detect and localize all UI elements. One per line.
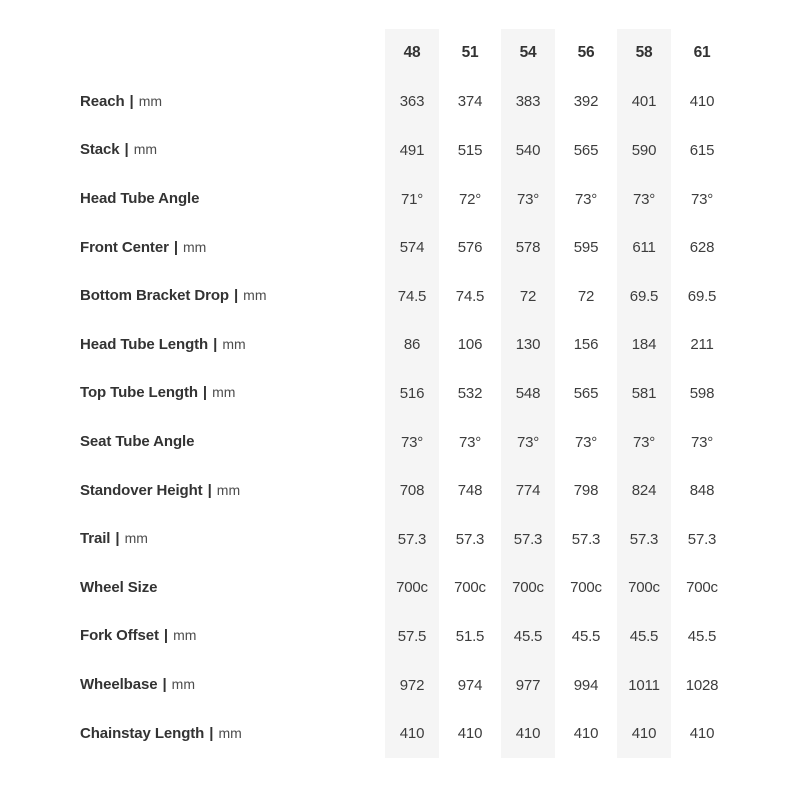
row-label-separator: | bbox=[173, 238, 179, 256]
row-label bbox=[0, 676, 383, 694]
table-header-row bbox=[0, 29, 800, 78]
value-cell: 540 bbox=[499, 126, 557, 175]
value-cell: 86 bbox=[383, 321, 441, 370]
row-label bbox=[0, 482, 383, 500]
row-label-separator: | bbox=[207, 481, 212, 499]
row-label bbox=[0, 336, 383, 354]
value-cell: 72° bbox=[458, 190, 482, 208]
value-cell: 45.5 bbox=[615, 612, 673, 661]
value-cell: 401 bbox=[615, 78, 673, 127]
value-cell: 73° bbox=[458, 433, 482, 451]
value-cell: 69.5 bbox=[687, 287, 717, 305]
row-label-unit: mm bbox=[216, 481, 241, 498]
row-label-name: Standover Height bbox=[80, 481, 203, 499]
value-cell: 576 bbox=[457, 239, 483, 257]
value-cell: 595 bbox=[573, 239, 599, 257]
value-cell: 73° bbox=[615, 418, 673, 467]
value-cell: 51.5 bbox=[455, 627, 485, 645]
value-cell: 1028 bbox=[685, 676, 719, 694]
value-cell: 700c bbox=[383, 564, 441, 613]
row-label-separator: | bbox=[162, 676, 167, 694]
value-cell: 45.5 bbox=[687, 627, 717, 645]
table-row bbox=[0, 564, 800, 613]
table-row bbox=[0, 321, 800, 370]
table-row bbox=[0, 612, 800, 661]
row-label-unit: mm bbox=[138, 92, 163, 109]
value-cell: 57.5 bbox=[383, 612, 441, 661]
value-cell: 700c bbox=[615, 564, 673, 613]
value-cell: 410 bbox=[615, 709, 673, 758]
row-label-unit: mm bbox=[243, 287, 267, 304]
row-label-name: Wheelbase bbox=[80, 676, 158, 694]
row-label-name: Chainstay Length bbox=[80, 724, 205, 742]
value-cell: 848 bbox=[689, 482, 715, 500]
value-cell: 184 bbox=[615, 321, 673, 370]
table-row bbox=[0, 661, 800, 710]
value-cell: 72 bbox=[499, 272, 557, 321]
table-row bbox=[0, 175, 800, 224]
table-row bbox=[0, 515, 800, 564]
value-cell: 69.5 bbox=[615, 272, 673, 321]
value-cell: 700c bbox=[686, 579, 718, 597]
value-cell: 410 bbox=[689, 725, 715, 743]
value-cell: 73° bbox=[499, 175, 557, 224]
table-row bbox=[0, 709, 800, 758]
value-cell: 73° bbox=[615, 175, 673, 224]
row-label-separator: | bbox=[163, 627, 169, 645]
value-cell: 45.5 bbox=[571, 627, 601, 645]
value-cell: 700c bbox=[499, 564, 557, 613]
value-cell: 74.5 bbox=[455, 287, 485, 305]
column-header-size-51: 51 bbox=[461, 44, 479, 62]
value-cell: 57.3 bbox=[615, 515, 673, 564]
row-label bbox=[0, 287, 383, 305]
value-cell: 581 bbox=[615, 369, 673, 418]
value-cell: 532 bbox=[457, 384, 483, 402]
value-cell: 578 bbox=[499, 223, 557, 272]
value-cell: 590 bbox=[615, 126, 673, 175]
value-cell: 974 bbox=[457, 676, 483, 694]
value-cell: 700c bbox=[454, 579, 486, 597]
row-label bbox=[0, 530, 383, 548]
value-cell: 628 bbox=[689, 239, 715, 257]
value-cell: 130 bbox=[499, 321, 557, 370]
value-cell: 73° bbox=[574, 433, 598, 451]
row-label-unit: mm bbox=[173, 627, 197, 644]
row-label-separator: | bbox=[129, 92, 134, 110]
value-cell: 73° bbox=[690, 190, 714, 208]
row-label-separator: | bbox=[209, 724, 214, 742]
value-cell: 700c bbox=[570, 579, 602, 597]
value-cell: 72 bbox=[577, 287, 595, 305]
value-cell: 748 bbox=[457, 482, 483, 500]
row-label bbox=[0, 384, 383, 402]
value-cell: 516 bbox=[383, 369, 441, 418]
value-cell: 824 bbox=[615, 466, 673, 515]
row-label-unit: mm bbox=[133, 141, 158, 158]
value-cell: 515 bbox=[457, 141, 483, 159]
row-label bbox=[0, 579, 383, 597]
row-label-name: Top Tube Length bbox=[80, 384, 198, 402]
row-label-unit: mm bbox=[183, 238, 207, 255]
row-label-unit: mm bbox=[218, 724, 242, 741]
row-label-separator: | bbox=[233, 287, 239, 305]
row-label-unit: mm bbox=[124, 530, 148, 547]
value-cell: 73° bbox=[383, 418, 441, 467]
table-row bbox=[0, 126, 800, 175]
value-cell: 1011 bbox=[615, 661, 673, 710]
row-label-name: Bottom Bracket Drop bbox=[80, 287, 229, 305]
row-label bbox=[0, 93, 383, 111]
value-cell: 410 bbox=[383, 709, 441, 758]
row-label-name: Trail bbox=[80, 530, 111, 548]
value-cell: 708 bbox=[383, 466, 441, 515]
table-row bbox=[0, 223, 800, 272]
value-cell: 410 bbox=[689, 93, 715, 111]
row-label-name: Front Center bbox=[80, 238, 169, 256]
table-row bbox=[0, 418, 800, 467]
row-label-name: Head Tube Angle bbox=[80, 190, 200, 208]
value-cell: 972 bbox=[383, 661, 441, 710]
value-cell: 45.5 bbox=[499, 612, 557, 661]
value-cell: 73° bbox=[690, 433, 714, 451]
column-header-size-58: 58 bbox=[615, 29, 673, 78]
row-label-separator: | bbox=[115, 530, 120, 548]
value-cell: 574 bbox=[383, 223, 441, 272]
row-label-separator: | bbox=[124, 141, 129, 159]
value-cell: 57.3 bbox=[455, 530, 485, 548]
row-label bbox=[0, 141, 383, 159]
column-header-size-61: 61 bbox=[693, 44, 711, 62]
value-cell: 410 bbox=[457, 725, 483, 743]
value-cell: 994 bbox=[573, 676, 599, 694]
table-row bbox=[0, 369, 800, 418]
row-label-separator: | bbox=[213, 335, 218, 353]
geometry-table bbox=[0, 29, 800, 758]
row-label-separator: | bbox=[202, 384, 208, 402]
value-cell: 57.3 bbox=[687, 530, 717, 548]
value-cell: 565 bbox=[573, 384, 599, 402]
row-label-name: Wheel Size bbox=[80, 578, 158, 596]
row-label bbox=[0, 433, 383, 451]
value-cell: 363 bbox=[383, 78, 441, 127]
row-label-unit: mm bbox=[222, 335, 246, 352]
row-label-unit: mm bbox=[171, 676, 195, 693]
row-label-name: Fork Offset bbox=[80, 627, 159, 645]
table-row bbox=[0, 78, 800, 127]
row-label-name: Reach bbox=[80, 92, 125, 110]
table-row bbox=[0, 272, 800, 321]
row-label bbox=[0, 190, 383, 208]
value-cell: 392 bbox=[573, 93, 599, 111]
value-cell: 57.3 bbox=[499, 515, 557, 564]
value-cell: 57.3 bbox=[383, 515, 441, 564]
value-cell: 383 bbox=[499, 78, 557, 127]
value-cell: 491 bbox=[383, 126, 441, 175]
value-cell: 565 bbox=[573, 141, 599, 159]
value-cell: 977 bbox=[499, 661, 557, 710]
value-cell: 73° bbox=[499, 418, 557, 467]
value-cell: 71° bbox=[383, 175, 441, 224]
column-header-size-54: 54 bbox=[499, 29, 557, 78]
value-cell: 611 bbox=[615, 223, 673, 272]
column-header-size-56: 56 bbox=[577, 44, 595, 62]
row-label-name: Stack bbox=[80, 141, 120, 159]
value-cell: 410 bbox=[499, 709, 557, 758]
row-label-unit: mm bbox=[212, 384, 236, 401]
value-cell: 615 bbox=[689, 141, 715, 159]
row-label-name: Seat Tube Angle bbox=[80, 433, 195, 451]
value-cell: 211 bbox=[690, 336, 714, 354]
value-cell: 73° bbox=[574, 190, 598, 208]
column-header-size-48: 48 bbox=[383, 29, 441, 78]
value-cell: 548 bbox=[499, 369, 557, 418]
value-cell: 774 bbox=[499, 466, 557, 515]
row-label bbox=[0, 725, 383, 743]
value-cell: 57.3 bbox=[571, 530, 601, 548]
row-label-name: Head Tube Length bbox=[80, 335, 209, 353]
value-cell: 74.5 bbox=[383, 272, 441, 321]
row-label bbox=[0, 239, 383, 257]
value-cell: 410 bbox=[573, 725, 599, 743]
value-cell: 374 bbox=[457, 93, 483, 111]
value-cell: 798 bbox=[573, 482, 599, 500]
value-cell: 106 bbox=[457, 336, 483, 354]
row-label bbox=[0, 627, 383, 645]
value-cell: 156 bbox=[573, 336, 599, 354]
value-cell: 598 bbox=[689, 384, 715, 402]
table-row bbox=[0, 466, 800, 515]
